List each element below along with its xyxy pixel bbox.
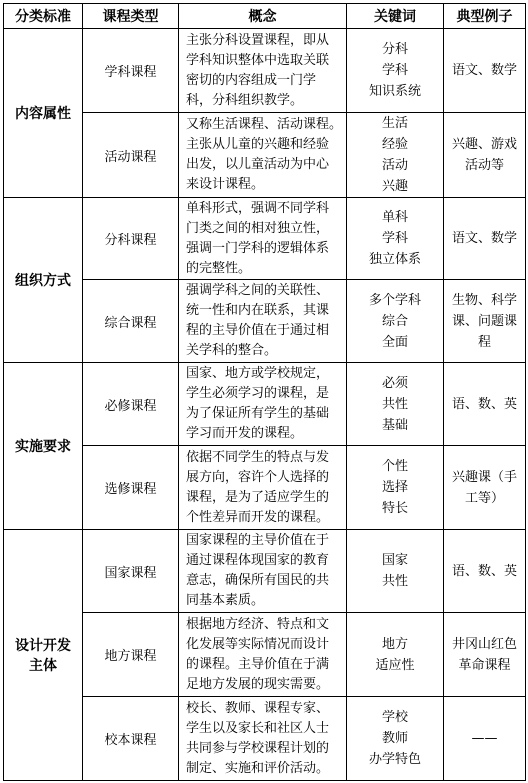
concept-line: 校长、教师、课程专家、: [186, 700, 330, 716]
examples-cell: [444, 280, 526, 363]
table-row: [4, 446, 526, 530]
example-line: 课、问题课: [452, 313, 518, 329]
category-cell: 实施要求: [4, 363, 83, 530]
keyword: 地方: [382, 636, 409, 652]
concept-line: 的完整性。: [186, 260, 252, 276]
concept-line: 强调一门学科的逻辑体系: [186, 240, 330, 256]
header-row: [4, 4, 526, 29]
keywords-cell: [347, 697, 444, 781]
concept-cell: [179, 697, 347, 781]
concept-line: 密切的内容组成一门学: [186, 72, 317, 88]
concept-line: 统一性和内在联系，其课: [186, 303, 330, 318]
table-row: [4, 613, 526, 697]
concept-line: 意志，确保所有国民的共: [186, 573, 330, 588]
keywords-cell: [347, 530, 444, 613]
keyword: 学科: [382, 231, 409, 246]
keyword: 教师: [382, 731, 409, 746]
keyword: 必须: [382, 375, 409, 391]
table-row: [4, 113, 526, 198]
category-cell: 组织方式: [4, 198, 83, 363]
concept-line: 同基本素质。: [186, 593, 265, 608]
examples-cell: [444, 446, 526, 530]
example-line: 活动等: [465, 158, 505, 173]
keyword: 国家: [382, 553, 409, 568]
concept-line: 学科知识整体中选取关联: [186, 52, 330, 68]
course-type-cell: 活动课程: [83, 113, 179, 198]
concept-cell: [179, 530, 347, 613]
example-line: ——: [471, 731, 498, 746]
keyword: 全面: [382, 334, 409, 350]
course-type-cell: 国家课程: [83, 530, 179, 613]
keyword: 综合: [382, 313, 409, 329]
concept-line: 关学科的整合。: [186, 343, 278, 358]
keyword: 兴趣: [382, 179, 409, 194]
keyword: 活动: [382, 158, 409, 173]
example-line: 井冈山红色: [452, 636, 518, 652]
concept-line: 出发，以儿童活动为中心: [186, 157, 330, 172]
keyword: 知识系统: [369, 84, 422, 99]
concept-line: 程的主导价值在于通过相: [186, 323, 330, 338]
concept-line: 制定、实施和评价活动。: [186, 760, 330, 776]
example-line: 工等）: [465, 490, 505, 506]
keyword: 共性: [382, 574, 409, 589]
concept-line: 为了保证所有学生的基础: [186, 406, 330, 421]
concept-line: 来设计课程。: [186, 177, 265, 192]
concept-line: 国家课程的主导价值在于: [186, 533, 330, 548]
keyword: 学校: [382, 710, 409, 725]
table-row: [4, 280, 526, 363]
concept-line: 课程，是为了适应学生的: [186, 489, 330, 505]
concept-cell: [179, 446, 347, 530]
keyword: 多个学科: [369, 292, 422, 308]
example-line: 革命课程: [458, 657, 511, 673]
examples-cell: [444, 363, 526, 446]
course-type-cell: 学科课程: [83, 29, 179, 113]
concept-line: 依据不同学生的特点与发: [186, 449, 330, 465]
course-type-cell: 地方课程: [83, 613, 179, 697]
examples-cell: [444, 198, 526, 280]
category-line: 主体: [29, 658, 57, 674]
keyword: 生活: [382, 116, 409, 131]
concept-line: 学生必须学习的课程，是: [186, 386, 330, 401]
table-row: [4, 363, 526, 446]
table-row: [4, 29, 526, 113]
keyword: 单科: [382, 210, 409, 225]
concept-line: 的课程。主导价值在于满: [186, 656, 330, 672]
concept-line: 主张分科设置课程，即从: [186, 32, 330, 48]
table-row: [4, 530, 526, 613]
concept-cell: [179, 363, 347, 446]
concept-line: 化发展等实际情况而设计: [186, 636, 330, 652]
concept-cell: [179, 613, 347, 697]
header-category: 分类标准: [4, 4, 83, 29]
example-line: 语文、数学: [452, 63, 518, 78]
concept-cell: [179, 113, 347, 198]
category-cell: [4, 530, 83, 781]
concept-line: 单科形式，强调不同学科: [186, 200, 330, 216]
keyword: 选择: [382, 480, 409, 495]
course-classification-table: [3, 3, 526, 781]
concept-cell: [179, 280, 347, 363]
concept-line: 学习而开发的课程。: [186, 426, 304, 441]
examples-cell: [444, 29, 526, 113]
keyword: 基础: [382, 417, 409, 433]
example-line: 兴趣、游戏: [452, 137, 518, 152]
concept-line: 主张从儿童的兴趣和经验: [186, 137, 330, 152]
category-cell: 内容属性: [4, 29, 83, 198]
keyword: 特长: [382, 501, 409, 516]
concept-line: 展方向，容许个人选择的: [186, 469, 330, 485]
examples-cell: [444, 530, 526, 613]
keyword: 独立体系: [369, 252, 422, 267]
category-line: 设计开发: [15, 638, 71, 654]
course-type-cell: 选修课程: [83, 446, 179, 530]
concept-line: 国家、地方或学校规定，: [186, 366, 330, 381]
keyword: 分科: [382, 42, 409, 57]
keyword: 学科: [382, 63, 409, 78]
header-course-type: 课程类型: [83, 4, 179, 29]
concept-line: 个性差异而开发的课程。: [186, 509, 330, 525]
concept-line: 强调学科之间的关联性、: [186, 283, 330, 298]
header-examples: 典型例子: [444, 4, 526, 29]
concept-line: 学生以及家长和社区人士: [186, 720, 330, 736]
table-row: [4, 697, 526, 781]
keywords-cell: [347, 363, 444, 446]
keywords-cell: [347, 29, 444, 113]
example-line: 程: [478, 334, 492, 350]
keyword: 个性: [382, 459, 409, 474]
course-type-cell: 校本课程: [83, 697, 179, 781]
example-line: 语文、数学: [452, 231, 518, 246]
concept-cell: [179, 29, 347, 113]
keywords-cell: [347, 113, 444, 198]
concept-line: 足地方发展的现实需要。: [186, 676, 330, 692]
concept-line: 又称生活课程、活动课程。: [186, 117, 343, 132]
course-type-cell: 综合课程: [83, 280, 179, 363]
header-keywords: 关键词: [347, 4, 444, 29]
keywords-cell: [347, 446, 444, 530]
concept-line: 通过课程体现国家的教育: [186, 553, 330, 568]
examples-cell: [444, 697, 526, 781]
keyword: 办学特色: [369, 752, 422, 767]
keywords-cell: [347, 198, 444, 280]
keywords-cell: [347, 280, 444, 363]
keyword: 经验: [382, 137, 409, 152]
keyword: 适应性: [375, 657, 415, 673]
header-concept: 概念: [179, 4, 347, 29]
concept-line: 门类之间的相对独立性，: [186, 220, 330, 236]
table-row: [4, 198, 526, 280]
examples-cell: [444, 113, 526, 198]
concept-line: 根据地方经济、特点和文: [186, 616, 330, 632]
concept-cell: [179, 198, 347, 280]
course-type-cell: 分科课程: [83, 198, 179, 280]
keyword: 共性: [382, 396, 409, 412]
examples-cell: [444, 613, 526, 697]
example-line: 语、数、英: [452, 563, 518, 579]
example-line: 兴趣课（手: [452, 469, 518, 485]
example-line: 语、数、英: [452, 396, 518, 412]
concept-line: 共同参与学校课程计划的: [186, 740, 330, 756]
concept-line: 科，分科组织教学。: [186, 92, 304, 108]
example-line: 生物、科学: [452, 292, 518, 308]
keywords-cell: [347, 613, 444, 697]
course-type-cell: 必修课程: [83, 363, 179, 446]
